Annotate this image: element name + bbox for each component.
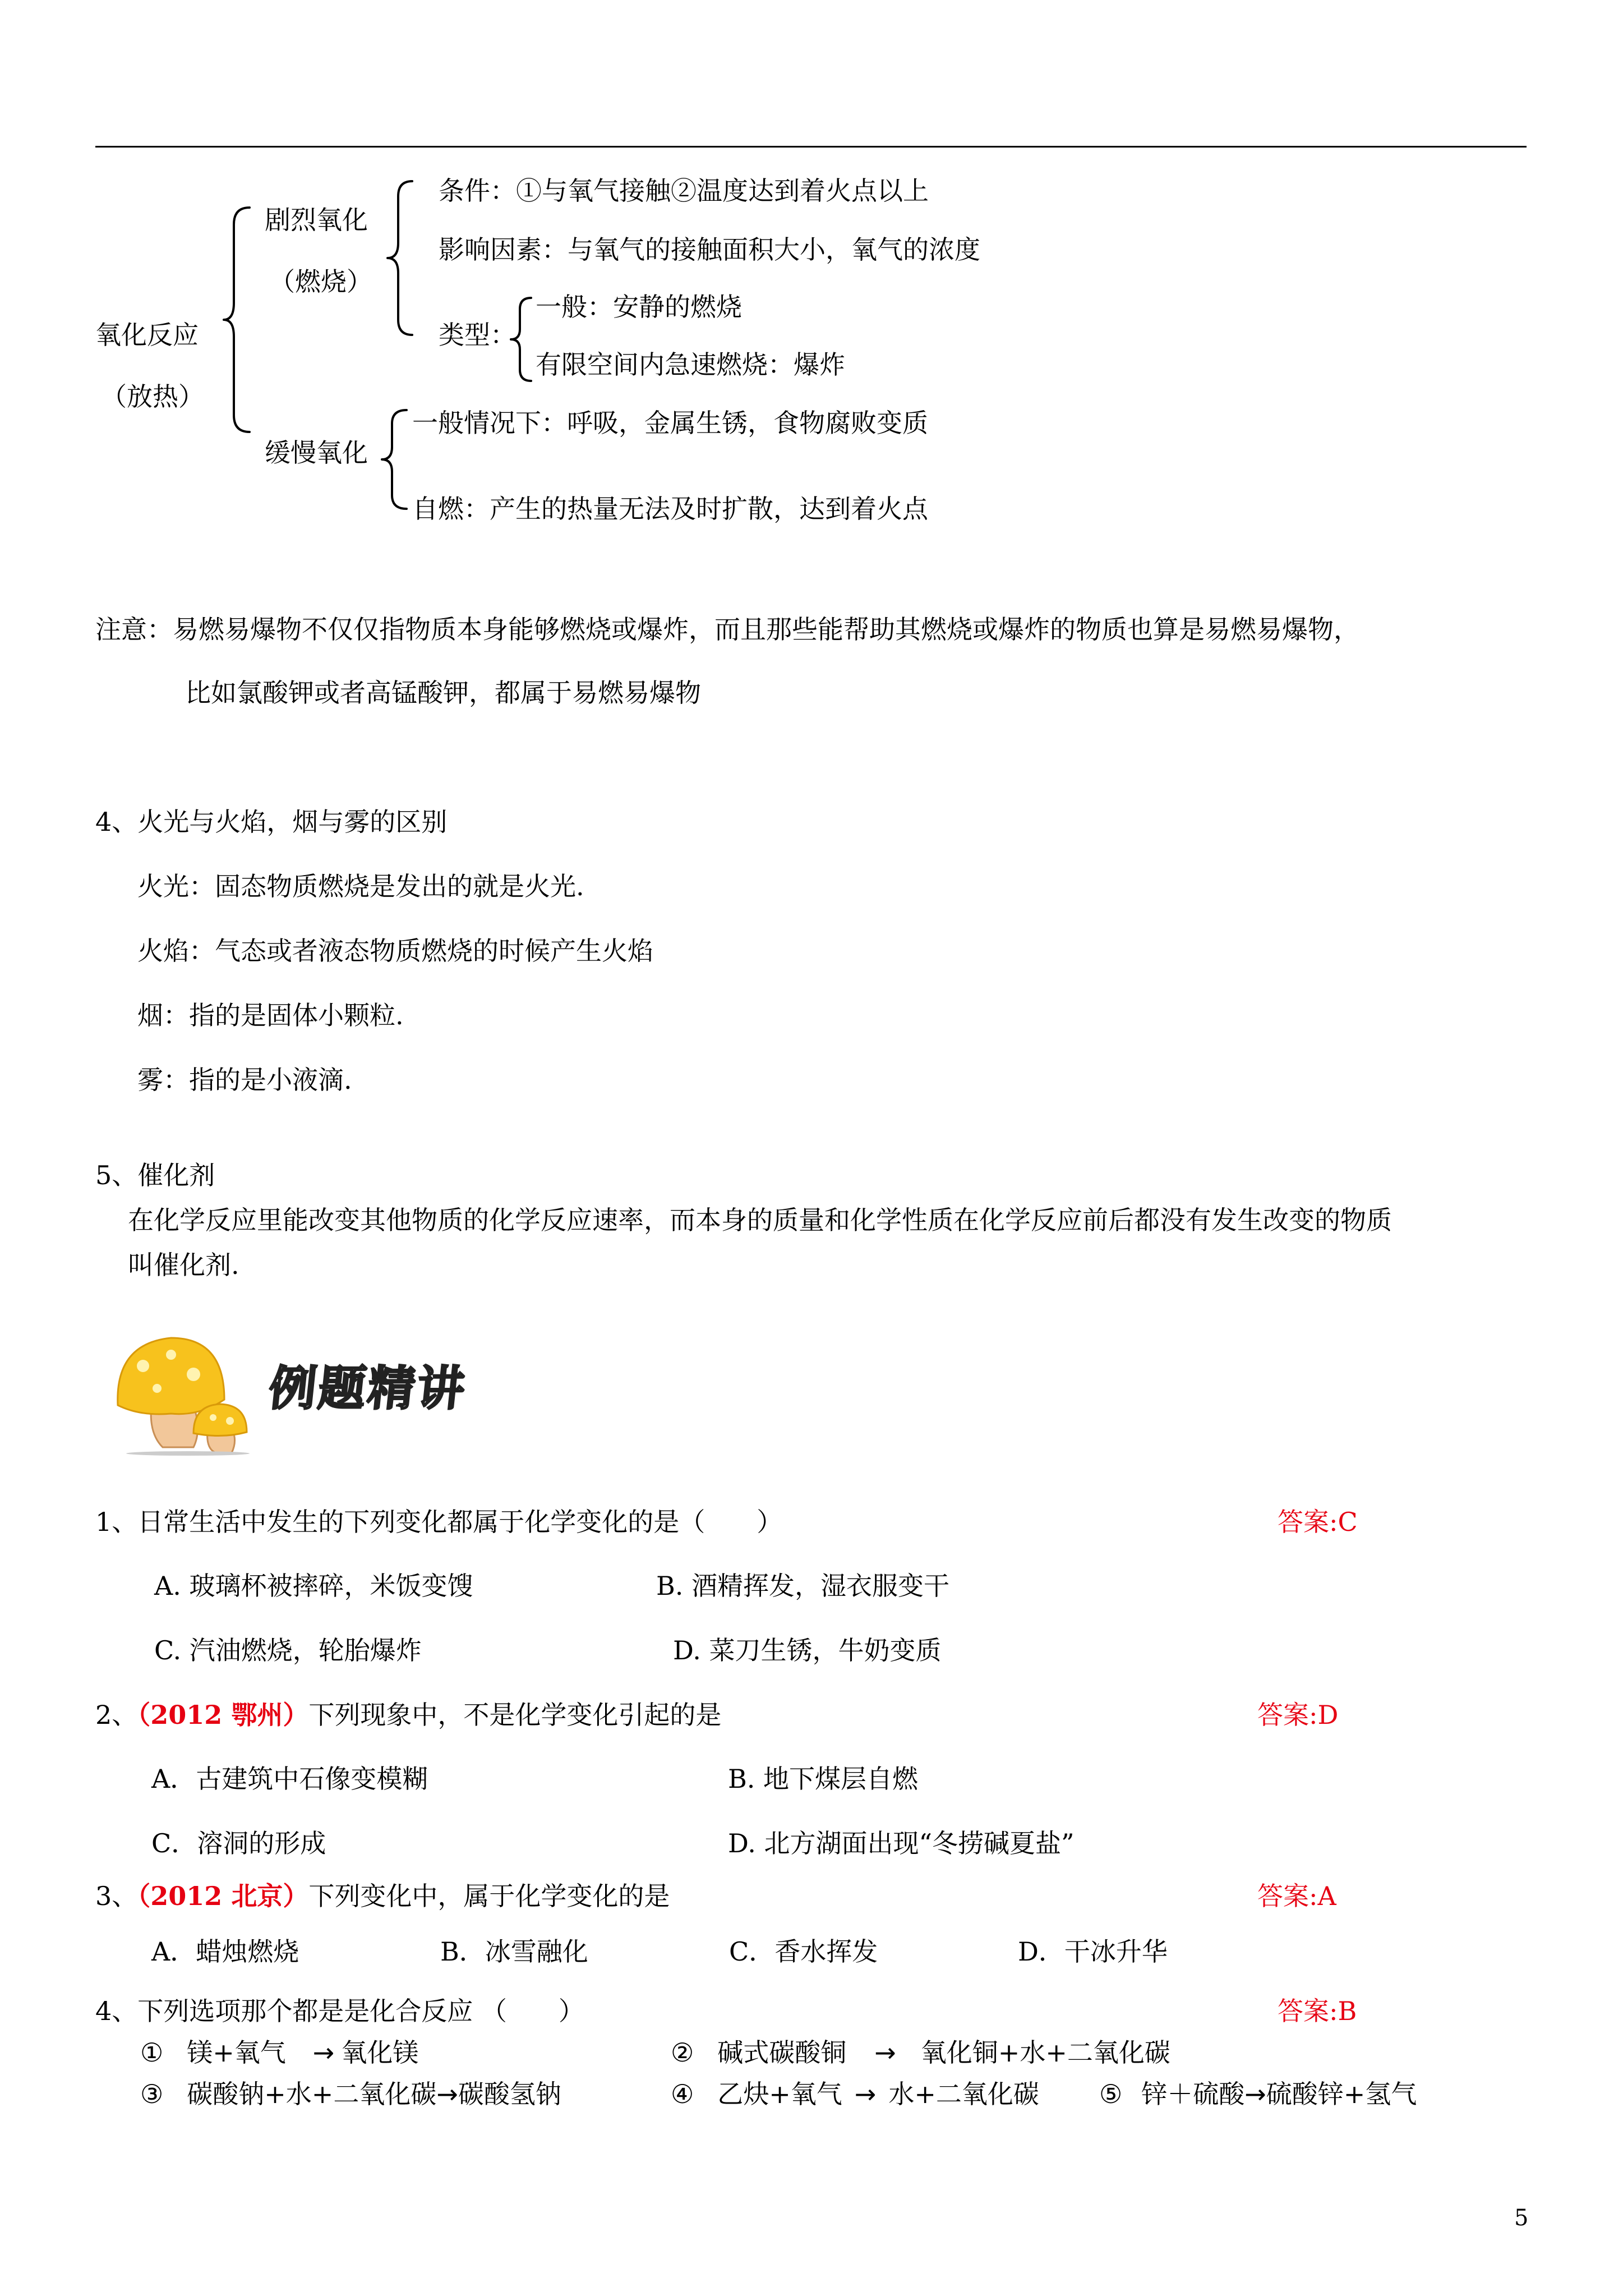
q1-stem: 1、日常生活中发生的下列变化都属于化学变化的是（ ） — [95, 1507, 783, 1537]
sec4-item-fireglow: 火光：固态物质燃烧是发出的就是火光. — [137, 871, 584, 901]
tree-root-note: （放热） — [101, 381, 204, 412]
q2-number: 2、 — [95, 1700, 138, 1730]
q4-stem: 4、下列选项那个都是是化合反应 （ ） — [95, 1996, 584, 2026]
q2-option-b: B. 地下煤层自燃 — [728, 1764, 919, 1794]
q3-source: （2012 北京） — [137, 1881, 309, 1911]
q3-option-b: B．冰雪融化 — [440, 1936, 588, 1967]
violent-brace — [384, 177, 418, 339]
q4-r3-reactants: 碳酸钠+水+二氧化碳 — [187, 2079, 437, 2109]
branch-slow: 缓慢氧化 — [265, 438, 368, 468]
mushroom-icon — [109, 1321, 266, 1456]
q4-r5-number: ⑤ — [1099, 2079, 1123, 2109]
q4-reaction-2 — [671, 2037, 1170, 2068]
arrow-right-icon: → — [1244, 2079, 1266, 2109]
sec4-item-smoke: 烟：指的是固体小颗粒. — [137, 1000, 404, 1030]
q3-option-a: A．蜡烛燃烧 — [151, 1936, 299, 1967]
branch-violent: 剧烈氧化 — [265, 205, 368, 235]
sec4-item-flame: 火焰：气态或者液态物质燃烧的时候产生火焰 — [137, 936, 653, 966]
factor-text: 影响因素：与氧气的接触面积大小，氧气的浓度 — [439, 234, 980, 265]
type-brace — [508, 295, 536, 384]
example-banner: 例题精讲 — [266, 1361, 470, 1416]
condition-text: 条件：①与氧气接触②温度达到着火点以上 — [439, 176, 929, 206]
q3-option-c: C．香水挥发 — [729, 1936, 878, 1967]
slow-brace — [379, 407, 412, 513]
q4-r5-products: 硫酸锌+氢气 — [1266, 2079, 1417, 2109]
q2-stem: 下列现象中，不是化学变化引起的是 — [308, 1700, 722, 1730]
q4-r1-reactants: 镁+氧气 — [187, 2037, 286, 2068]
q3-option-d: D．干冰升华 — [1018, 1936, 1168, 1967]
sec5-line-1: 在化学反应里能改变其他物质的化学反应速率，而本身的质量和化学性质在化学反应前后都没有发生改变的物质 — [128, 1205, 1392, 1235]
arrow-right-icon: → — [874, 2037, 896, 2068]
q2-option-a: A．古建筑中石像变模糊 — [151, 1764, 428, 1794]
type-label: 类型： — [439, 320, 516, 350]
arrow-right-icon: → — [436, 2079, 458, 2109]
q1-answer: 答案:C — [1278, 1507, 1358, 1537]
type-general: 一般：安静的燃烧 — [536, 292, 742, 322]
q4-r2-reactants: 碱式碳酸铜 — [717, 2037, 847, 2068]
tree-root: 氧化反应 — [95, 320, 199, 350]
q2-answer: 答案:D — [1257, 1700, 1339, 1730]
note-line-1: 注意：易燃易爆物不仅仅指物质本身能够燃烧或爆炸，而且那些能帮助其燃烧或爆炸的物质也算是易燃易爆物， — [95, 614, 1359, 645]
q4-r4-products: 水+二氧化碳 — [888, 2079, 1039, 2109]
q1-option-c: C. 汽油燃烧，轮胎爆炸 — [154, 1635, 422, 1665]
q4-r2-number: ② — [671, 2037, 694, 2068]
sec4-title: 4、火光与火焰，烟与雾的区别 — [95, 807, 448, 837]
q2-stem-line — [95, 1700, 721, 1731]
q1-option-d: D. 菜刀生锈，牛奶变质 — [673, 1635, 942, 1665]
q4-r1-products: 氧化镁 — [341, 2037, 419, 2068]
q3-stem: 下列变化中，属于化学变化的是 — [308, 1881, 670, 1911]
q1-option-b: B. 酒精挥发，湿衣服变干 — [656, 1571, 950, 1601]
q4-r2-products: 氧化铜+水+二氧化碳 — [920, 2037, 1170, 2068]
q3-stem-line — [95, 1881, 670, 1912]
q2-option-c: C．溶洞的形成 — [151, 1828, 326, 1858]
header-rule — [95, 146, 1527, 148]
q4-reaction-4 — [671, 2079, 1039, 2110]
slow-spontaneous: 自燃：产生的热量无法及时扩散，达到着火点 — [412, 494, 928, 524]
sec5-line-2: 叫催化剂. — [128, 1250, 239, 1280]
q3-answer: 答案:A — [1257, 1881, 1336, 1911]
branch-violent-note: （燃烧） — [269, 266, 372, 297]
q2-option-d: D. 北方湖面出现“冬捞碱夏盐” — [728, 1828, 1075, 1858]
q4-r3-products: 碳酸氢钠 — [458, 2079, 561, 2109]
arrow-right-icon: → — [854, 2079, 877, 2109]
q4-r1-number: ① — [140, 2037, 164, 2068]
type-explosion: 有限空间内急速燃烧：爆炸 — [536, 349, 845, 380]
q4-r5-reactants: 锌＋硫酸 — [1141, 2079, 1245, 2109]
sec4-item-fog: 雾：指的是小液滴. — [137, 1065, 352, 1095]
arrow-right-icon: → — [312, 2037, 335, 2068]
q4-answer: 答案:B — [1278, 1996, 1357, 2026]
note-line-2: 比如氯酸钾或者高锰酸钾，都属于易燃易爆物 — [185, 678, 701, 708]
q4-reaction-1 — [140, 2037, 418, 2068]
q1-option-a: A. 玻璃杯被摔碎，米饭变馊 — [154, 1571, 473, 1601]
q2-source: （2012 鄂州） — [137, 1700, 309, 1730]
q4-reaction-3 — [140, 2079, 561, 2110]
q3-number: 3、 — [95, 1881, 138, 1911]
slow-general: 一般情况下：呼吸，金属生锈，食物腐败变质 — [412, 408, 928, 438]
root-brace — [222, 202, 255, 438]
q4-r4-reactants: 乙炔+氧气 — [717, 2079, 842, 2109]
q4-r3-number: ③ — [140, 2079, 164, 2109]
q4-r4-number: ④ — [671, 2079, 694, 2109]
q4-reaction-5 — [1099, 2079, 1417, 2110]
page-number: 5 — [1514, 2205, 1529, 2231]
sec5-title: 5、催化剂 — [95, 1160, 215, 1190]
